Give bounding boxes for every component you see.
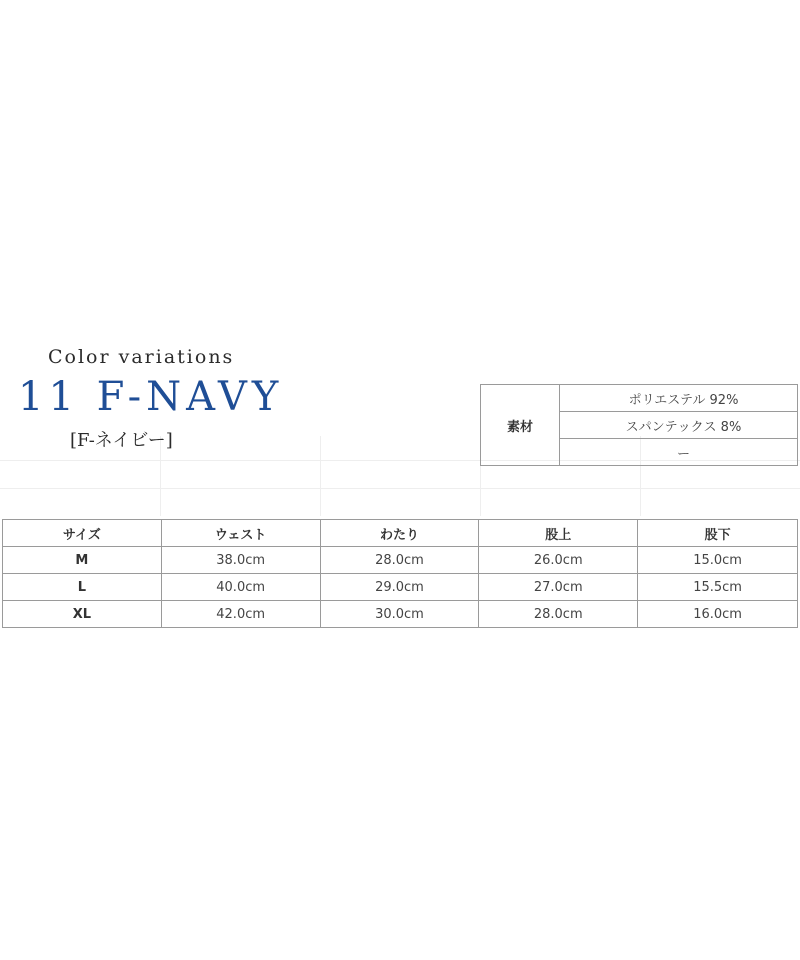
table-row <box>3 574 798 601</box>
waist-cell: 42.0cm <box>161 601 320 628</box>
header-inseam: 股下 <box>638 520 798 547</box>
inseam-cell: 15.5cm <box>638 574 798 601</box>
header-rise: 股上 <box>479 520 638 547</box>
size-cell: M <box>3 547 162 574</box>
waist-cell: 38.0cm <box>161 547 320 574</box>
header-thigh: わたり <box>320 520 479 547</box>
thigh-cell: 29.0cm <box>320 574 479 601</box>
color-name: 11 F-NAVY <box>18 374 284 420</box>
waist-cell: 40.0cm <box>161 574 320 601</box>
size-cell: L <box>3 574 162 601</box>
inseam-cell: 16.0cm <box>638 601 798 628</box>
header-size: サイズ <box>3 520 162 547</box>
header-waist: ウェスト <box>161 520 320 547</box>
material-row <box>481 385 798 412</box>
material-header: 素材 <box>481 385 560 466</box>
material-value: スパンテックス 8% <box>560 412 798 439</box>
inseam-cell: 15.0cm <box>638 547 798 574</box>
material-value: ポリエステル 92% <box>560 385 798 412</box>
table-row <box>3 547 798 574</box>
rise-cell: 26.0cm <box>479 547 638 574</box>
table-row <box>3 601 798 628</box>
thigh-cell: 30.0cm <box>320 601 479 628</box>
rise-cell: 28.0cm <box>479 601 638 628</box>
color-subname: [F-ネイビー] <box>70 430 173 451</box>
size-cell: XL <box>3 601 162 628</box>
thigh-cell: 28.0cm <box>320 547 479 574</box>
size-table-header-row <box>3 520 798 547</box>
color-variations-heading: Color variations <box>48 346 235 368</box>
material-value: ー <box>560 439 798 466</box>
rise-cell: 27.0cm <box>479 574 638 601</box>
size-table <box>2 519 798 628</box>
material-table <box>480 384 798 466</box>
